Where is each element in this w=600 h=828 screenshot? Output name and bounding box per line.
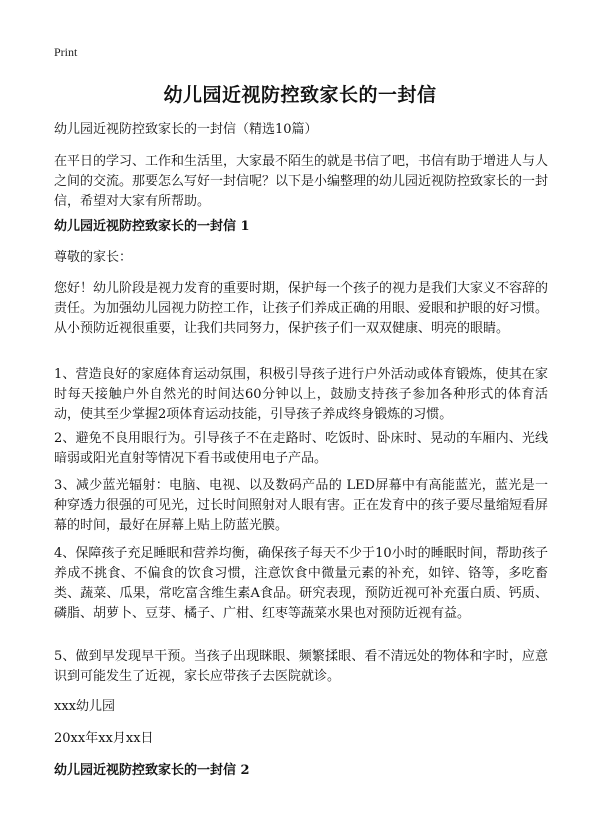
letter-2-heading: 幼儿园近视防控致家长的一封信 2 — [54, 763, 250, 778]
letter-1-item-5: 5、做到早发现早干预。当孩子出现眯眼、频繁揉眼、看不清远处的物体和字时，应意识到可能发生了近视，家长应带孩子去医院就诊。 — [54, 649, 548, 684]
intro-paragraph: 在平日的学习、工作和生活里，大家最不陌生的就是书信了吧，书信有助于增进人与人之间的交流。那要怎么写好一封信呢？以下是小编整理的幼儿园近视防控致家长的一封信，希望对大家有所帮助。 — [54, 154, 549, 209]
letter-1-opening: 您好！幼儿阶段是视力发育的重要时期，保护每一个孩子的视力是我们大家义不容辞的责任。为加强幼儿园视力防控工作，让孩子们养成正确的用眼、爱眼和护眼的好习惯。从小预防近视很重要，让我们共同努力，保护孩子们一双双健康、明亮的眼睛。 — [54, 281, 549, 336]
letter-1-heading: 幼儿园近视防控致家长的一封信 1 — [54, 219, 250, 234]
subtitle: 幼儿园近视防控致家长的一封信（精选10篇） — [54, 122, 318, 137]
letter-1-item-2: 2、避免不良用眼行为。引导孩子不在走路时、吃饭时、卧床时、晃动的车厢内、光线暗弱或阳光直射等情况下看书或使用电子产品。 — [54, 431, 548, 466]
letter-1-date: 20xx年xx月xx日 — [54, 731, 154, 746]
letter-1-item-1: 1、营造良好的家庭体育运动氛围，积极引导孩子进行户外活动或体育锻炼，使其在家时每天接触户外自然光的时间达60分钟以上，鼓励支持孩子参加各种形式的体育活动，使其至少掌握2项体育运动技能，引导孩子养成终身锻炼的习惯。 — [54, 367, 548, 422]
print-label: Print — [54, 45, 78, 59]
letter-1-salutation: 尊敬的家长： — [54, 250, 133, 265]
letter-1-signature: xxx幼儿园 — [54, 699, 115, 714]
page-title: 幼儿园近视防控致家长的一封信 — [163, 84, 437, 106]
letter-1-item-4: 4、保障孩子充足睡眠和营养均衡，确保孩子每天不少于10小时的睡眠时间，帮助孩子养成不挑食、不偏食的饮食习惯，注意饮食中微量元素的补充，如锌、铬等，多吃畜类、蔬菜、瓜果，常吃富含维生素A食品。研究表现，预防近视可补充蛋白质、钙质、磷脂、胡萝卜、豆芽、橘子、广柑、红枣等蔬菜水果也对预防近视有益。 — [54, 546, 548, 621]
letter-1-item-3: 3、减少蓝光辐射：电脑、电视、以及数码产品的 LED屏幕中有高能蓝光，蓝光是一种穿透力很强的可见光，过长时间照射对人眼有害。正在发育中的孩子要尽量缩短看屏幕的时间，最好在屏幕上贴上防蓝光膜。 — [54, 478, 549, 533]
